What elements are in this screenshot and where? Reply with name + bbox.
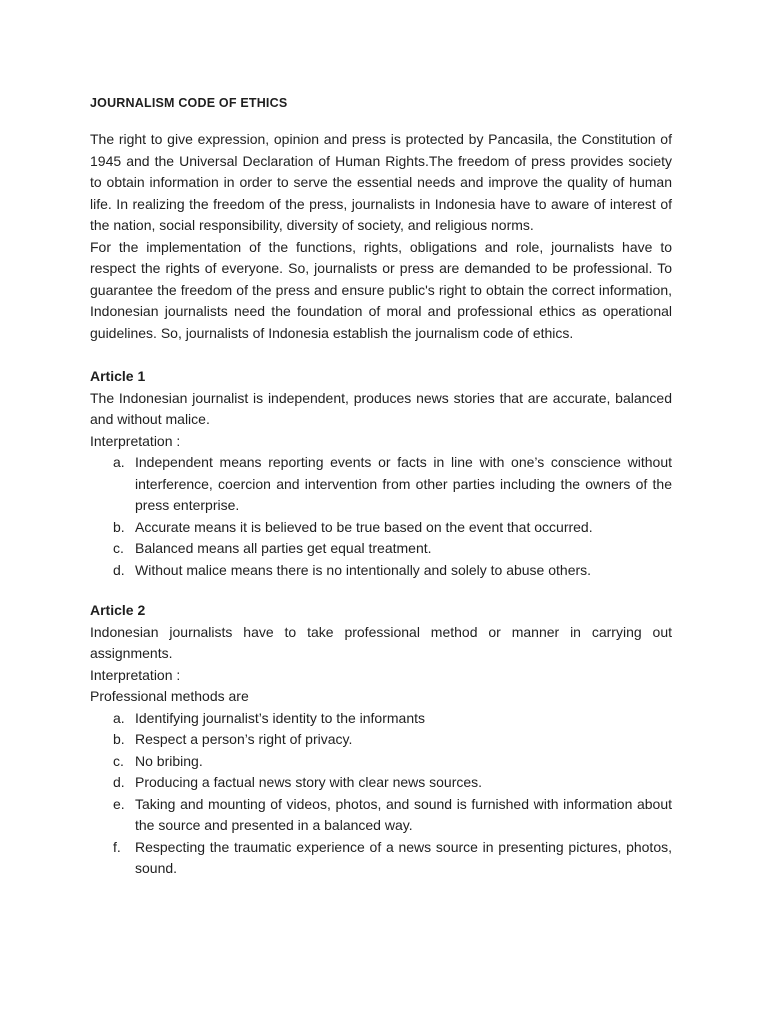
- list-item-text: Balanced means all parties get equal treatment.: [135, 540, 432, 556]
- article-2-list: [90, 708, 672, 880]
- article-2-heading: Article 2: [90, 602, 146, 618]
- article-1-interpretation-label: Interpretation :: [90, 432, 181, 449]
- list-item: [113, 729, 672, 751]
- article-1-list: [90, 452, 672, 581]
- list-item: [113, 837, 672, 880]
- list-item-text: Independent means reporting events or facts in line with one’s conscience without interference, coercion and intervention from other parties including the owners of the press enterprise.: [135, 454, 672, 513]
- list-item: [113, 452, 672, 517]
- list-marker: a.: [113, 709, 125, 726]
- list-marker: b.: [113, 731, 125, 747]
- list-item: [113, 708, 672, 730]
- article-2-lead: Professional methods are: [90, 688, 249, 704]
- list-item: [113, 538, 672, 560]
- list-marker: e.: [113, 795, 125, 812]
- list-item-text: Accurate means it is believed to be true based on the event that occurred.: [135, 518, 593, 535]
- list-item: [113, 751, 672, 773]
- article-2-statement: Indonesian journalists have to take professional method or manner in carrying out assignments.: [90, 623, 672, 661]
- list-item-text: Producing a factual news story with clear news sources.: [135, 774, 483, 790]
- intro-paragraph-2: For the implementation of the functions, rights, obligations and role, journalists have to respect the rights of everyone. So, journalists or press are demanded to be professional. To guarantee the freedom of the press and ensure public's right to obtain the correct information, Indonesian journalists need the foundation of moral and professional ethics as operational guidelines. So, journalists of Indonesia establish the journalism code of ethics.: [90, 238, 672, 341]
- article-1-statement: The Indonesian journalist is independent, produces news stories that are accurate, balanced and without malice.: [90, 389, 672, 427]
- list-marker: c.: [113, 540, 124, 556]
- intro-paragraph-1: The right to give expression, opinion and press is protected by Pancasila, the Constitution of 1945 and the Universal Declaration of Human Rights.The freedom of press provides society to obtain information in order to serve the essential needs and improve the quality of human life. In realizing the freedom of the press, journalists in Indonesia have to aware of interest of the nation, social responsibility, diversity of society, and religious norms.: [90, 131, 672, 233]
- list-marker: f.: [113, 838, 121, 855]
- list-marker: d.: [113, 561, 125, 578]
- list-item-text: Respect a person’s right of privacy.: [135, 731, 353, 747]
- article-1-section: [90, 366, 672, 581]
- list-marker: d.: [113, 774, 125, 790]
- list-item: [113, 772, 672, 794]
- list-item: [113, 517, 672, 539]
- list-item-text: Taking and mounting of videos, photos, and sound is furnished with information about the source and presented in a balanced way.: [135, 795, 672, 833]
- list-item: [113, 560, 672, 582]
- list-marker: a.: [113, 454, 125, 470]
- list-marker: c.: [113, 752, 124, 769]
- article-2-section: [90, 600, 672, 880]
- list-item: [113, 794, 672, 837]
- article-2-interpretation-label: Interpretation :: [90, 666, 181, 683]
- article-1-heading: Article 1: [90, 368, 146, 384]
- list-item-text: Identifying journalist’s identity to the informants: [135, 709, 426, 726]
- document-title: JOURNALISM CODE OF ETHICS: [90, 96, 288, 110]
- list-item-text: Respecting the traumatic experience of a news source in presenting pictures, photos, sound.: [135, 838, 672, 876]
- list-item-text: No bribing.: [135, 752, 203, 769]
- list-marker: b.: [113, 518, 125, 535]
- list-item-text: Without malice means there is no intentionally and solely to abuse others.: [135, 561, 592, 578]
